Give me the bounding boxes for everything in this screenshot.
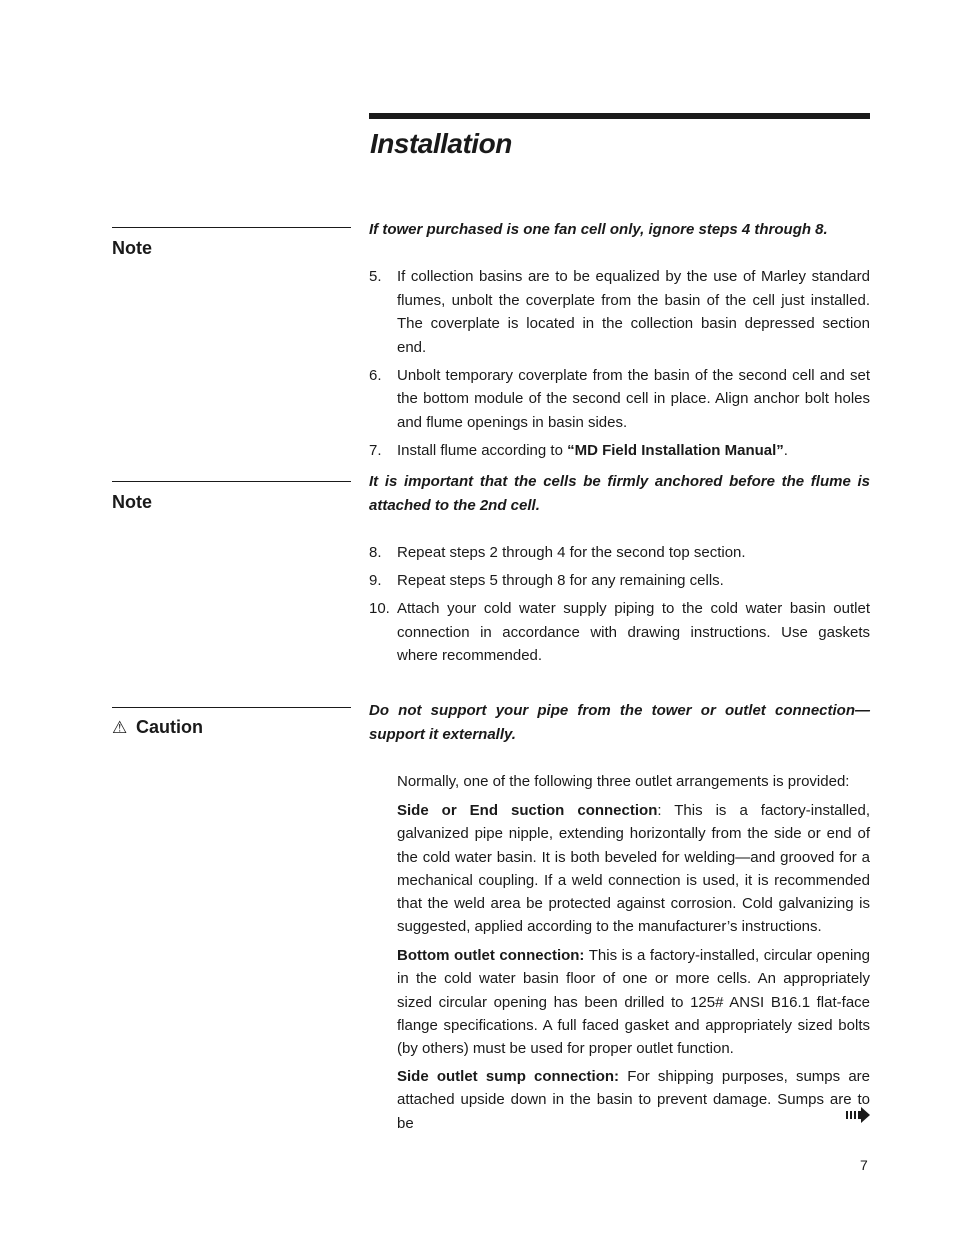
- step-text: Install flume according to: [397, 441, 568, 459]
- steps-list: [369, 265, 870, 467]
- outlet-sump: [397, 1065, 870, 1135]
- arrow-right-icon: [846, 1107, 870, 1126]
- page-title: Installation: [370, 128, 512, 159]
- step-text: If collection basins are to be equalized by the use of Marley standard flumes, unbolt the coverplate from the basin of the cell just installed. The coverplate is located in the collection basin depressed section end.: [397, 268, 870, 356]
- note-rule: [112, 481, 351, 482]
- page-number: 7: [860, 1157, 868, 1173]
- caution-label: [112, 717, 203, 738]
- list-item: [369, 364, 870, 435]
- outlet-term: Side outlet sump connection:: [397, 1068, 620, 1085]
- step-text-end: .: [783, 441, 788, 459]
- step-number: 7.: [369, 441, 382, 459]
- steps-list: [369, 541, 870, 672]
- title-rule: [369, 113, 870, 119]
- outlet-description: This is a factory-installed, galvanized pipe nipple, extending horizontally from the side or end of the cold water basin. It is both beveled for welding—and grooved for a mechanical coupling. If a weld connection is used, it is recommended that the weld area be protected against corrosion. Cold galvanizing is suggested, applied according to the manufacturer’s instructions.: [397, 802, 870, 936]
- caution-text: Do not support your pipe from the tower or outlet connection—support it externally.: [369, 702, 870, 743]
- list-item: [369, 265, 870, 359]
- step-number: 5.: [369, 268, 382, 285]
- step-number: 10.: [369, 600, 390, 617]
- step-text: Repeat steps 2 through 4 for the second top section.: [397, 544, 746, 561]
- outlet-term: Bottom outlet connection:: [397, 947, 585, 964]
- step-number: 9.: [369, 572, 382, 589]
- manual-reference: “MD Field Installation Manual”: [567, 441, 784, 459]
- step-text: Attach your cold water supply piping to the cold water basin outlet connection in accordance with drawing instructions. Use gaskets where recommended.: [397, 600, 870, 664]
- caution-label-text: Caution: [136, 717, 203, 737]
- list-item: [369, 541, 870, 565]
- note-text: If tower purchased is one fan cell only, ignore steps 4 through 8.: [369, 221, 828, 238]
- note-rule: [112, 227, 351, 228]
- caution-rule: [112, 707, 351, 708]
- step-text: Unbolt temporary coverplate from the basin of the second cell and set the bottom module of the second cell in place. Align anchor bolt holes and flume openings in basin sides.: [397, 366, 870, 431]
- step-text: Repeat steps 5 through 8 for any remaining cells.: [397, 572, 724, 589]
- list-item: [369, 569, 870, 593]
- outlet-term: Side or End suction connection: [397, 802, 658, 819]
- note-text: It is important that the cells be firmly anchored before the flume is attached to the 2nd cell.: [369, 473, 870, 514]
- list-item: [369, 439, 870, 463]
- outlet-description: This is a factory-installed, circular opening in the cold water basin floor of one or more cells. An appropriately sized circular opening has been drilled to 125# ANSI B16.1 flat-face flange specifications. A full faced gasket and appropriately sized bolts (by others) must be used for proper outlet function.: [397, 947, 870, 1058]
- list-item: [369, 597, 870, 668]
- note-label: Note: [112, 238, 152, 258]
- outlet-bottom: [397, 944, 870, 1060]
- step-number: 8.: [369, 544, 382, 561]
- note-label: Note: [112, 492, 152, 512]
- outlet-side-end: [397, 799, 870, 939]
- step-number: 6.: [369, 366, 382, 384]
- separator: [619, 1068, 627, 1085]
- outlet-intro: Normally, one of the following three outlet arrangements is provided:: [397, 773, 850, 790]
- separator: :: [657, 802, 675, 819]
- outlet-description: For shipping purposes, sumps are attached upside down in the basin to prevent damage. Sumps are to be: [397, 1068, 870, 1132]
- warning-triangle-icon: ⚠: [112, 718, 128, 737]
